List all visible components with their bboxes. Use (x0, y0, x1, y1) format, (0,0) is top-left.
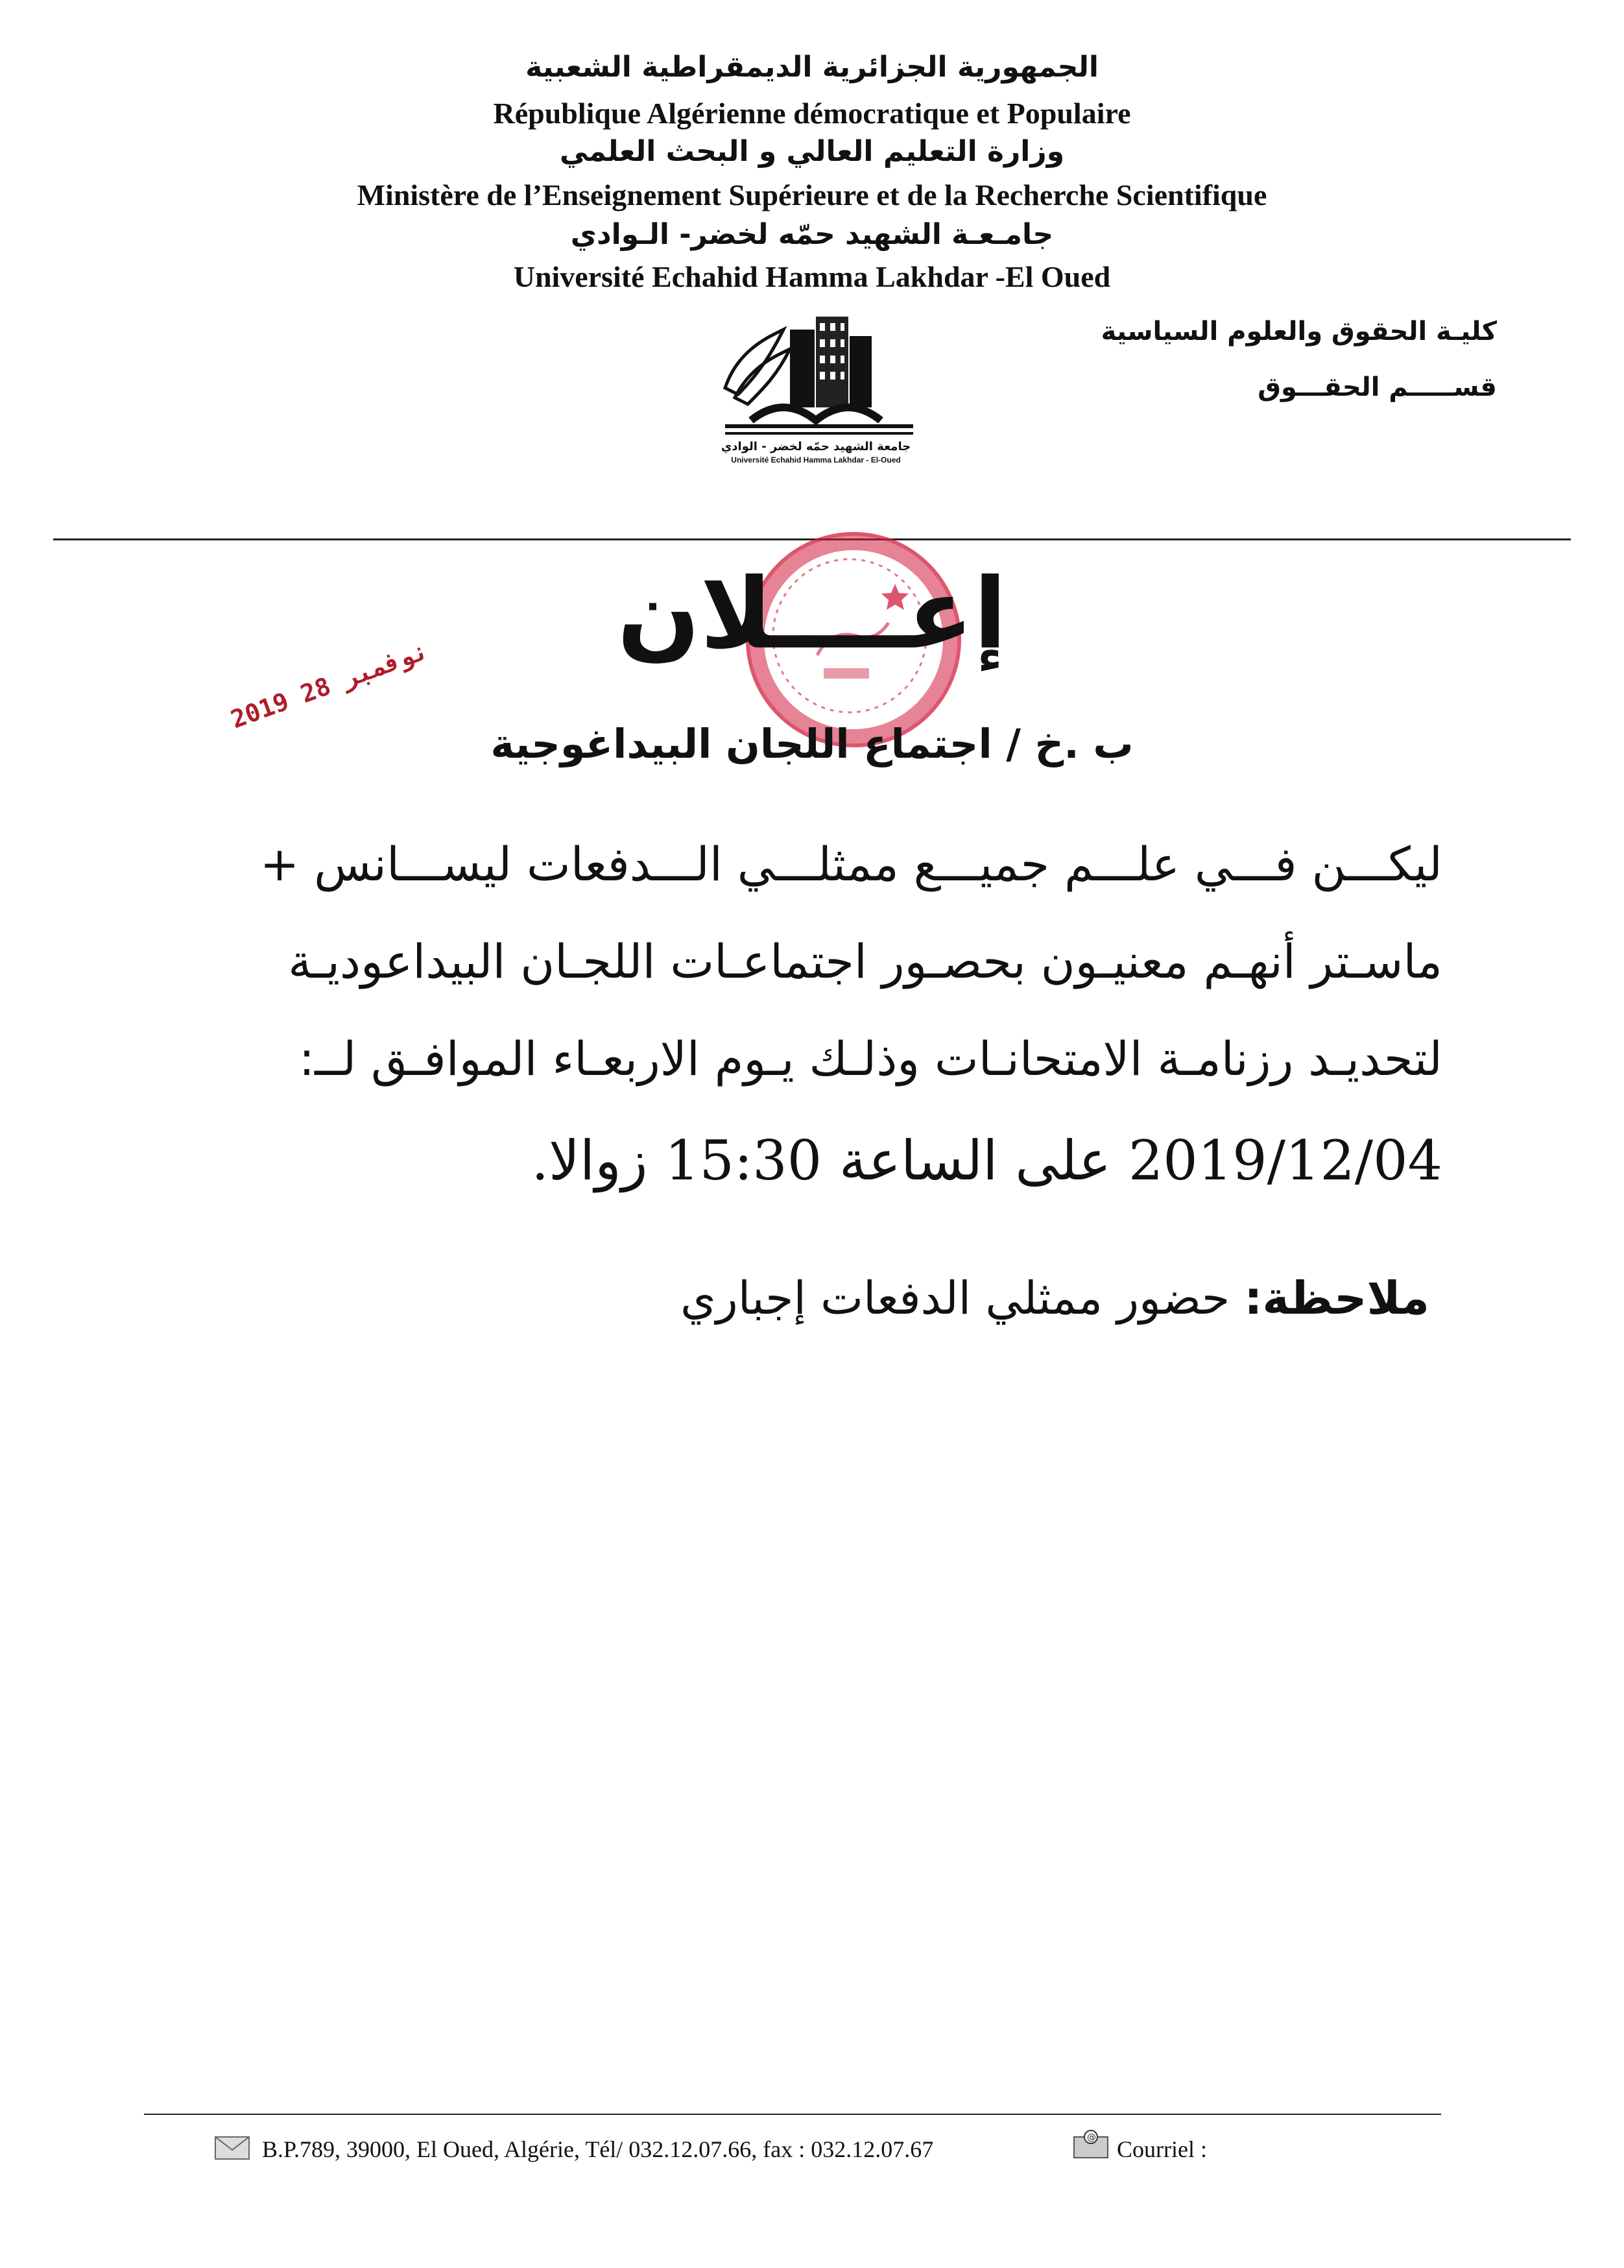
university-building-icon (712, 310, 920, 440)
university-ar: جامـعـة الشهيد حمّه لخضر- الـوادي (570, 218, 1054, 251)
ministry-ar: وزارة التعليم العالي و البحث العلمي (559, 135, 1065, 168)
republic-ar: الجمهورية الجزائرية الديمقراطية الشعبية (525, 51, 1099, 84)
ministry-fr: Ministère de l’Enseignement Supérieure et de la Recherche Scientifique (357, 178, 1267, 211)
note (680, 1272, 1429, 1325)
footer-address: B.P.789, 39000, El Oued, Algérie, Tél/ 032.12.07.66, fax : 032.12.07.67 (262, 2136, 934, 2162)
announcement-subject: ب .خ / اجتماع اللجان البيداغوجية (490, 720, 1134, 767)
logo-caption-ar: جامعة الشهيد حمّه لخضر - الوادي (721, 440, 911, 453)
body-line-2: ماسـتر أنهـم معنيـون بحصـور اجتماعـات اللجـان البيداعوديـة (288, 934, 1442, 989)
body-line-1: ليكـــن فـــي علـــم جميـــع ممثلـــي الـــدفعات ليســـانس + (259, 837, 1442, 891)
announcement-title: إعــــلان (617, 558, 1007, 671)
department-name: قســـــم الحقـــوق (1258, 372, 1497, 402)
body-line-3: لتحديـد رزنامـة الامتحانـات وذلـك يـوم الاربعـاء الموافـق لــ: (298, 1031, 1442, 1086)
footer-divider (144, 2114, 1441, 2115)
university-logo (712, 310, 920, 472)
faculty-name: كليـة الحقوق والعلوم السياسية (1101, 317, 1497, 346)
republic-fr: République Algérienne démocratique et Populaire (493, 97, 1131, 130)
body-line-4-datetime: 2019/12/04 على الساعة 15:30 زوالا. (531, 1129, 1442, 1192)
note-text: حضور ممثلي الدفعات إجباري (680, 1272, 1245, 1325)
email-at-icon (1071, 2129, 1110, 2160)
university-fr: Université Echahid Hamma Lakhdar -El Oued (513, 260, 1111, 293)
received-date-stamp: 2019 نوفمبر 28 (227, 636, 433, 734)
envelope-icon (214, 2136, 250, 2160)
svg-text:@: @ (1087, 2132, 1096, 2143)
footer-email-label: Courriel : (1117, 2136, 1207, 2162)
logo-caption-fr: Université Echahid Hamma Lakhdar - El-Oued (731, 455, 901, 464)
note-label: ملاحظة: (1244, 1272, 1429, 1325)
